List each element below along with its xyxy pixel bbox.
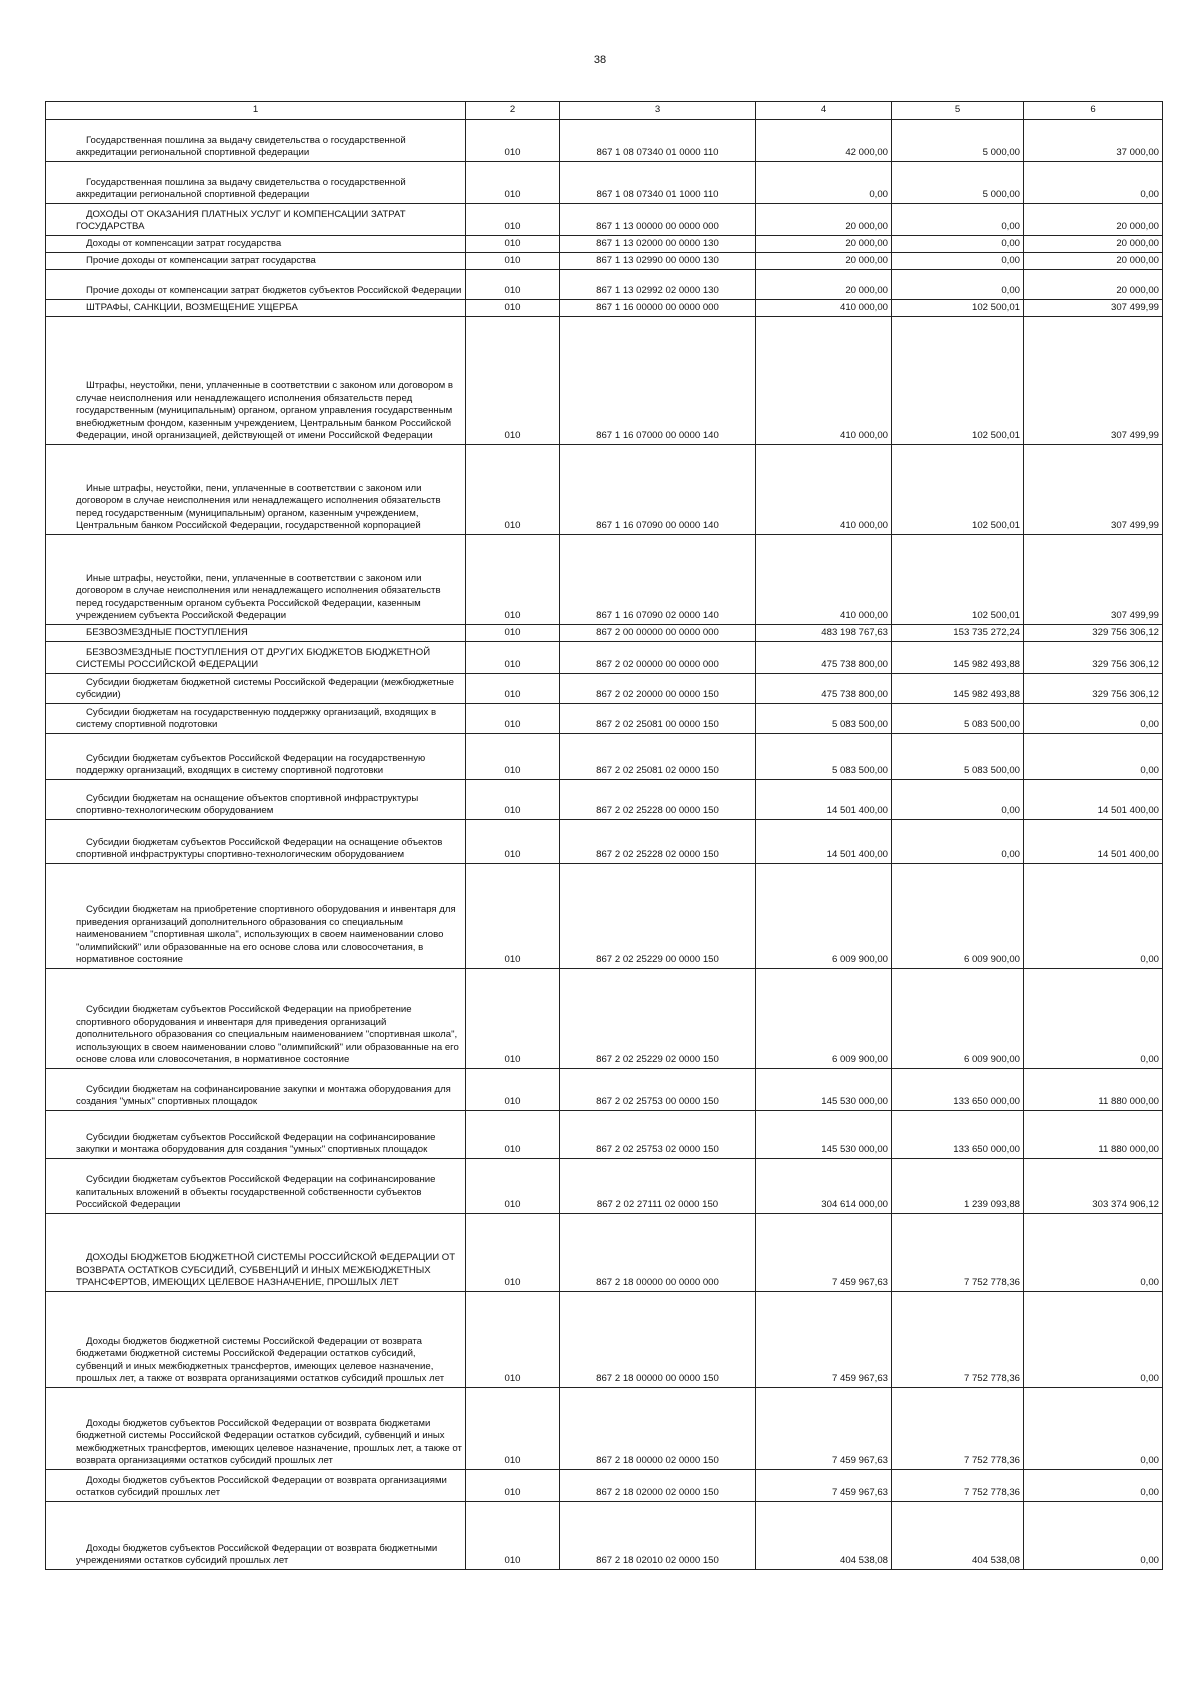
row-name-cell: ШТРАФЫ, САНКЦИИ, ВОЗМЕЩЕНИЕ УЩЕРБА [46,300,466,317]
row-executed-cell: 145 982 493,88 [892,674,1024,704]
row-name-cell: Субсидии бюджетам субъектов Российской Федерации на оснащение объектов спортивной инфраструктуры спортивно-технологическим оборудованием [46,820,466,864]
row-approved-cell: 410 000,00 [756,445,892,535]
row-executed-cell: 0,00 [892,820,1024,864]
row-name-cell: Государственная пошлина за выдачу свидетельства о государственной аккредитации региональной спортивной федерации [46,162,466,204]
row-unexecuted-cell: 307 499,99 [1024,300,1163,317]
row-kbk-cell: 867 2 18 00000 00 0000 150 [560,1292,756,1388]
row-kbk-cell: 867 1 13 02990 00 0000 130 [560,253,756,270]
row-kbk-cell: 867 2 18 02010 02 0000 150 [560,1502,756,1570]
table-row [46,204,1163,236]
column-header: 5 [892,102,1024,120]
table-row [46,864,1163,969]
row-name-cell: Субсидии бюджетам субъектов Российской Федерации на софинансирование закупки и монтажа оборудования для создания "умных" спортивных площадок [46,1111,466,1159]
row-approved-cell: 475 738 800,00 [756,642,892,674]
table-row [46,1388,1163,1470]
row-kbk-cell: 867 2 02 25228 02 0000 150 [560,820,756,864]
row-approved-cell: 410 000,00 [756,300,892,317]
row-name-cell: Субсидии бюджетам субъектов Российской Федерации на государственную поддержку организаций, входящих в систему спортивной подготовки [46,734,466,780]
row-executed-cell: 7 752 778,36 [892,1470,1024,1502]
row-code-cell: 010 [466,1069,560,1111]
row-code-cell: 010 [466,162,560,204]
row-code-cell: 010 [466,535,560,625]
row-executed-cell: 5 000,00 [892,120,1024,162]
row-kbk-cell: 867 2 02 25229 02 0000 150 [560,969,756,1069]
row-name-cell: ДОХОДЫ ОТ ОКАЗАНИЯ ПЛАТНЫХ УСЛУГ И КОМПЕНСАЦИИ ЗАТРАТ ГОСУДАРСТВА [46,204,466,236]
row-code-cell: 010 [466,734,560,780]
table-row [46,1111,1163,1159]
table-row [46,1159,1163,1214]
row-executed-cell: 5 083 500,00 [892,704,1024,734]
row-approved-cell: 14 501 400,00 [756,820,892,864]
row-executed-cell: 404 538,08 [892,1502,1024,1570]
row-kbk-cell: 867 1 16 07000 00 0000 140 [560,317,756,445]
table-row [46,120,1163,162]
row-kbk-cell: 867 2 02 25229 00 0000 150 [560,864,756,969]
row-unexecuted-cell: 307 499,99 [1024,317,1163,445]
row-approved-cell: 304 614 000,00 [756,1159,892,1214]
row-code-cell: 010 [466,1214,560,1292]
row-name-cell: Доходы бюджетов субъектов Российской Федерации от возврата бюджетными учреждениями остатков субсидий прошлых лет [46,1502,466,1570]
row-kbk-cell: 867 2 18 00000 02 0000 150 [560,1388,756,1470]
table-row [46,1214,1163,1292]
table-row [46,162,1163,204]
row-kbk-cell: 867 1 13 02000 00 0000 130 [560,236,756,253]
row-approved-cell: 0,00 [756,162,892,204]
column-header: 4 [756,102,892,120]
table-row [46,270,1163,300]
row-kbk-cell: 867 1 13 02992 02 0000 130 [560,270,756,300]
row-code-cell: 010 [466,969,560,1069]
table-row [46,300,1163,317]
row-executed-cell: 1 239 093,88 [892,1159,1024,1214]
row-kbk-cell: 867 2 02 25081 00 0000 150 [560,704,756,734]
row-unexecuted-cell: 0,00 [1024,1470,1163,1502]
row-approved-cell: 20 000,00 [756,204,892,236]
row-code-cell: 010 [466,780,560,820]
row-executed-cell: 6 009 900,00 [892,969,1024,1069]
row-executed-cell: 7 752 778,36 [892,1292,1024,1388]
row-unexecuted-cell: 329 756 306,12 [1024,674,1163,704]
table-row [46,1502,1163,1570]
row-approved-cell: 7 459 967,63 [756,1292,892,1388]
row-name-cell: Доходы бюджетов бюджетной системы Российской Федерации от возврата бюджетами бюджетной системы Российской Федерации остатков субсидий, субвенций и иных межбюджетных трансфертов, имеющих целевое назначение, прошлых лет, а также от возврата организациями остатков субсидий прошлых лет [46,1292,466,1388]
row-name-cell: Субсидии бюджетам субъектов Российской Федерации на приобретение спортивного оборудования и инвентаря для приведения организаций дополнительного образования со специальным наименованием "спортивная школа", использующих в своем наименовании слово "олимпийский" или образованные на его основе слова или словосочетания, в нормативное состояние [46,969,466,1069]
table-row [46,1292,1163,1388]
row-kbk-cell: 867 2 02 25753 00 0000 150 [560,1069,756,1111]
row-name-cell: ДОХОДЫ БЮДЖЕТОВ БЮДЖЕТНОЙ СИСТЕМЫ РОССИЙСКОЙ ФЕДЕРАЦИИ ОТ ВОЗВРАТА ОСТАТКОВ СУБСИДИЙ, СУБВЕНЦИЙ И ИНЫХ МЕЖБЮДЖЕТНЫХ ТРАНСФЕРТОВ, ИМЕЮЩИХ ЦЕЛЕВОЕ НАЗНАЧЕНИЕ, ПРОШЛЫХ ЛЕТ [46,1214,466,1292]
row-name-cell: Доходы бюджетов субъектов Российской Федерации от возврата организациями остатков субсидий прошлых лет [46,1470,466,1502]
row-unexecuted-cell: 0,00 [1024,1388,1163,1470]
table-row [46,535,1163,625]
row-code-cell: 010 [466,1470,560,1502]
column-header: 3 [560,102,756,120]
row-kbk-cell: 867 2 18 00000 00 0000 000 [560,1214,756,1292]
page-number: 38 [593,54,607,66]
row-unexecuted-cell: 20 000,00 [1024,236,1163,253]
table-row [46,734,1163,780]
table-row [46,1470,1163,1502]
row-unexecuted-cell: 20 000,00 [1024,204,1163,236]
revenue-table [45,101,1163,1570]
row-code-cell: 010 [466,253,560,270]
row-kbk-cell: 867 2 02 27111 02 0000 150 [560,1159,756,1214]
row-code-cell: 010 [466,120,560,162]
table-row [46,820,1163,864]
row-code-cell: 010 [466,1292,560,1388]
row-approved-cell: 14 501 400,00 [756,780,892,820]
row-executed-cell: 0,00 [892,236,1024,253]
row-name-cell: Прочие доходы от компенсации затрат государства [46,253,466,270]
row-kbk-cell: 867 1 08 07340 01 0000 110 [560,120,756,162]
row-unexecuted-cell: 307 499,99 [1024,535,1163,625]
row-code-cell: 010 [466,236,560,253]
row-kbk-cell: 867 1 08 07340 01 1000 110 [560,162,756,204]
row-executed-cell: 0,00 [892,270,1024,300]
row-executed-cell: 102 500,01 [892,445,1024,535]
row-executed-cell: 153 735 272,24 [892,625,1024,642]
row-kbk-cell: 867 1 16 07090 02 0000 140 [560,535,756,625]
row-approved-cell: 5 083 500,00 [756,704,892,734]
row-code-cell: 010 [466,1159,560,1214]
row-name-cell: Субсидии бюджетам на софинансирование закупки и монтажа оборудования для создания "умных" спортивных площадок [46,1069,466,1111]
table-row [46,236,1163,253]
row-unexecuted-cell: 0,00 [1024,1214,1163,1292]
table-row [46,704,1163,734]
row-kbk-cell: 867 1 16 07090 00 0000 140 [560,445,756,535]
row-code-cell: 010 [466,674,560,704]
row-approved-cell: 7 459 967,63 [756,1470,892,1502]
row-unexecuted-cell: 14 501 400,00 [1024,780,1163,820]
table-row [46,1069,1163,1111]
row-unexecuted-cell: 20 000,00 [1024,253,1163,270]
row-name-cell: БЕЗВОЗМЕЗДНЫЕ ПОСТУПЛЕНИЯ ОТ ДРУГИХ БЮДЖЕТОВ БЮДЖЕТНОЙ СИСТЕМЫ РОССИЙСКОЙ ФЕДЕРАЦИИ [46,642,466,674]
row-code-cell: 010 [466,1388,560,1470]
row-kbk-cell: 867 2 02 25753 02 0000 150 [560,1111,756,1159]
row-name-cell: Субсидии бюджетам субъектов Российской Федерации на софинансирование капитальных вложений в объекты государственной собственности субъектов Российской Федерации [46,1159,466,1214]
table-row [46,969,1163,1069]
row-unexecuted-cell: 11 880 000,00 [1024,1069,1163,1111]
row-unexecuted-cell: 14 501 400,00 [1024,820,1163,864]
row-unexecuted-cell: 307 499,99 [1024,445,1163,535]
row-name-cell: Субсидии бюджетам бюджетной системы Российской Федерации (межбюджетные субсидии) [46,674,466,704]
row-executed-cell: 0,00 [892,204,1024,236]
row-approved-cell: 410 000,00 [756,535,892,625]
row-unexecuted-cell: 37 000,00 [1024,120,1163,162]
row-approved-cell: 5 083 500,00 [756,734,892,780]
row-unexecuted-cell: 0,00 [1024,969,1163,1069]
row-executed-cell: 5 083 500,00 [892,734,1024,780]
row-approved-cell: 20 000,00 [756,236,892,253]
row-name-cell: Субсидии бюджетам на государственную поддержку организаций, входящих в систему спортивной подготовки [46,704,466,734]
row-kbk-cell: 867 2 02 00000 00 0000 000 [560,642,756,674]
row-kbk-cell: 867 2 02 20000 00 0000 150 [560,674,756,704]
row-executed-cell: 133 650 000,00 [892,1069,1024,1111]
row-executed-cell: 102 500,01 [892,535,1024,625]
row-kbk-cell: 867 2 02 25228 00 0000 150 [560,780,756,820]
table-row [46,625,1163,642]
row-approved-cell: 410 000,00 [756,317,892,445]
row-executed-cell: 0,00 [892,253,1024,270]
column-header: 2 [466,102,560,120]
table-row [46,445,1163,535]
row-unexecuted-cell: 0,00 [1024,1502,1163,1570]
row-code-cell: 010 [466,704,560,734]
row-unexecuted-cell: 0,00 [1024,704,1163,734]
row-unexecuted-cell: 329 756 306,12 [1024,642,1163,674]
row-approved-cell: 6 009 900,00 [756,864,892,969]
row-executed-cell: 7 752 778,36 [892,1214,1024,1292]
row-code-cell: 010 [466,625,560,642]
row-name-cell: БЕЗВОЗМЕЗДНЫЕ ПОСТУПЛЕНИЯ [46,625,466,642]
row-code-cell: 010 [466,1111,560,1159]
row-name-cell: Государственная пошлина за выдачу свидетельства о государственной аккредитации региональной спортивной федерации [46,120,466,162]
row-unexecuted-cell: 20 000,00 [1024,270,1163,300]
row-executed-cell: 5 000,00 [892,162,1024,204]
column-header: 6 [1024,102,1163,120]
row-code-cell: 010 [466,317,560,445]
row-executed-cell: 145 982 493,88 [892,642,1024,674]
row-kbk-cell: 867 1 13 00000 00 0000 000 [560,204,756,236]
row-executed-cell: 133 650 000,00 [892,1111,1024,1159]
row-approved-cell: 20 000,00 [756,253,892,270]
row-approved-cell: 42 000,00 [756,120,892,162]
column-number-row [46,102,1163,120]
row-name-cell: Прочие доходы от компенсации затрат бюджетов субъектов Российской Федерации [46,270,466,300]
row-unexecuted-cell: 11 880 000,00 [1024,1111,1163,1159]
row-code-cell: 010 [466,864,560,969]
row-unexecuted-cell: 0,00 [1024,162,1163,204]
row-name-cell: Иные штрафы, неустойки, пени, уплаченные в соответствии с законом или договором в случае неисполнения или ненадлежащего исполнения обязательств перед государственным (муниципальным) органом, казенным учреждением, Центральным банком Российской Федерации, государственной корпорацией [46,445,466,535]
row-approved-cell: 6 009 900,00 [756,969,892,1069]
row-approved-cell: 7 459 967,63 [756,1388,892,1470]
row-kbk-cell: 867 2 00 00000 00 0000 000 [560,625,756,642]
table-row [46,253,1163,270]
row-name-cell: Доходы от компенсации затрат государства [46,236,466,253]
row-executed-cell: 102 500,01 [892,317,1024,445]
row-unexecuted-cell: 0,00 [1024,734,1163,780]
row-executed-cell: 102 500,01 [892,300,1024,317]
row-approved-cell: 145 530 000,00 [756,1111,892,1159]
column-header: 1 [46,102,466,120]
table-body [46,120,1163,1570]
row-name-cell: Доходы бюджетов субъектов Российской Федерации от возврата бюджетами бюджетной системы Российской Федерации остатков субсидий, субвенций и иных межбюджетных трансфертов, имеющих целевое назначение, прошлых лет, а также от возврата организациями остатков субсидий прошлых лет [46,1388,466,1470]
row-executed-cell: 7 752 778,36 [892,1388,1024,1470]
row-code-cell: 010 [466,445,560,535]
table-row [46,674,1163,704]
row-unexecuted-cell: 0,00 [1024,1292,1163,1388]
row-name-cell: Иные штрафы, неустойки, пени, уплаченные в соответствии с законом или договором в случае неисполнения или ненадлежащего исполнения обязательств перед государственным органом субъекта Российской Федерации, казенным учреждением субъекта Российской Федерации [46,535,466,625]
row-kbk-cell: 867 2 02 25081 02 0000 150 [560,734,756,780]
row-code-cell: 010 [466,204,560,236]
row-code-cell: 010 [466,1502,560,1570]
row-code-cell: 010 [466,820,560,864]
row-approved-cell: 483 198 767,63 [756,625,892,642]
row-name-cell: Субсидии бюджетам на оснащение объектов спортивной инфраструктуры спортивно-технологическим оборудованием [46,780,466,820]
table-row [46,642,1163,674]
row-approved-cell: 145 530 000,00 [756,1069,892,1111]
table-row [46,780,1163,820]
row-code-cell: 010 [466,300,560,317]
row-approved-cell: 20 000,00 [756,270,892,300]
row-code-cell: 010 [466,642,560,674]
row-kbk-cell: 867 2 18 02000 02 0000 150 [560,1470,756,1502]
row-approved-cell: 7 459 967,63 [756,1214,892,1292]
row-approved-cell: 475 738 800,00 [756,674,892,704]
row-name-cell: Штрафы, неустойки, пени, уплаченные в соответствии с законом или договором в случае неисполнения или ненадлежащего исполнения обязательств перед государственным (муниципальным) органом, органом управления государственным внебюджетным фондом, казенным учреждением, Центральным банком Российской Федерации, иной организацией, действующей от имени Российской Федерации [46,317,466,445]
row-name-cell: Субсидии бюджетам на приобретение спортивного оборудования и инвентаря для приведения организаций дополнительного образования со специальным наименованием "спортивная школа", использующих в своем наименовании слово "олимпийский" или образованные на его основе слова или словосочетания, в нормативное состояние [46,864,466,969]
table-row [46,317,1163,445]
row-approved-cell: 404 538,08 [756,1502,892,1570]
row-kbk-cell: 867 1 16 00000 00 0000 000 [560,300,756,317]
row-code-cell: 010 [466,270,560,300]
row-unexecuted-cell: 303 374 906,12 [1024,1159,1163,1214]
row-unexecuted-cell: 329 756 306,12 [1024,625,1163,642]
row-executed-cell: 0,00 [892,780,1024,820]
row-unexecuted-cell: 0,00 [1024,864,1163,969]
row-executed-cell: 6 009 900,00 [892,864,1024,969]
